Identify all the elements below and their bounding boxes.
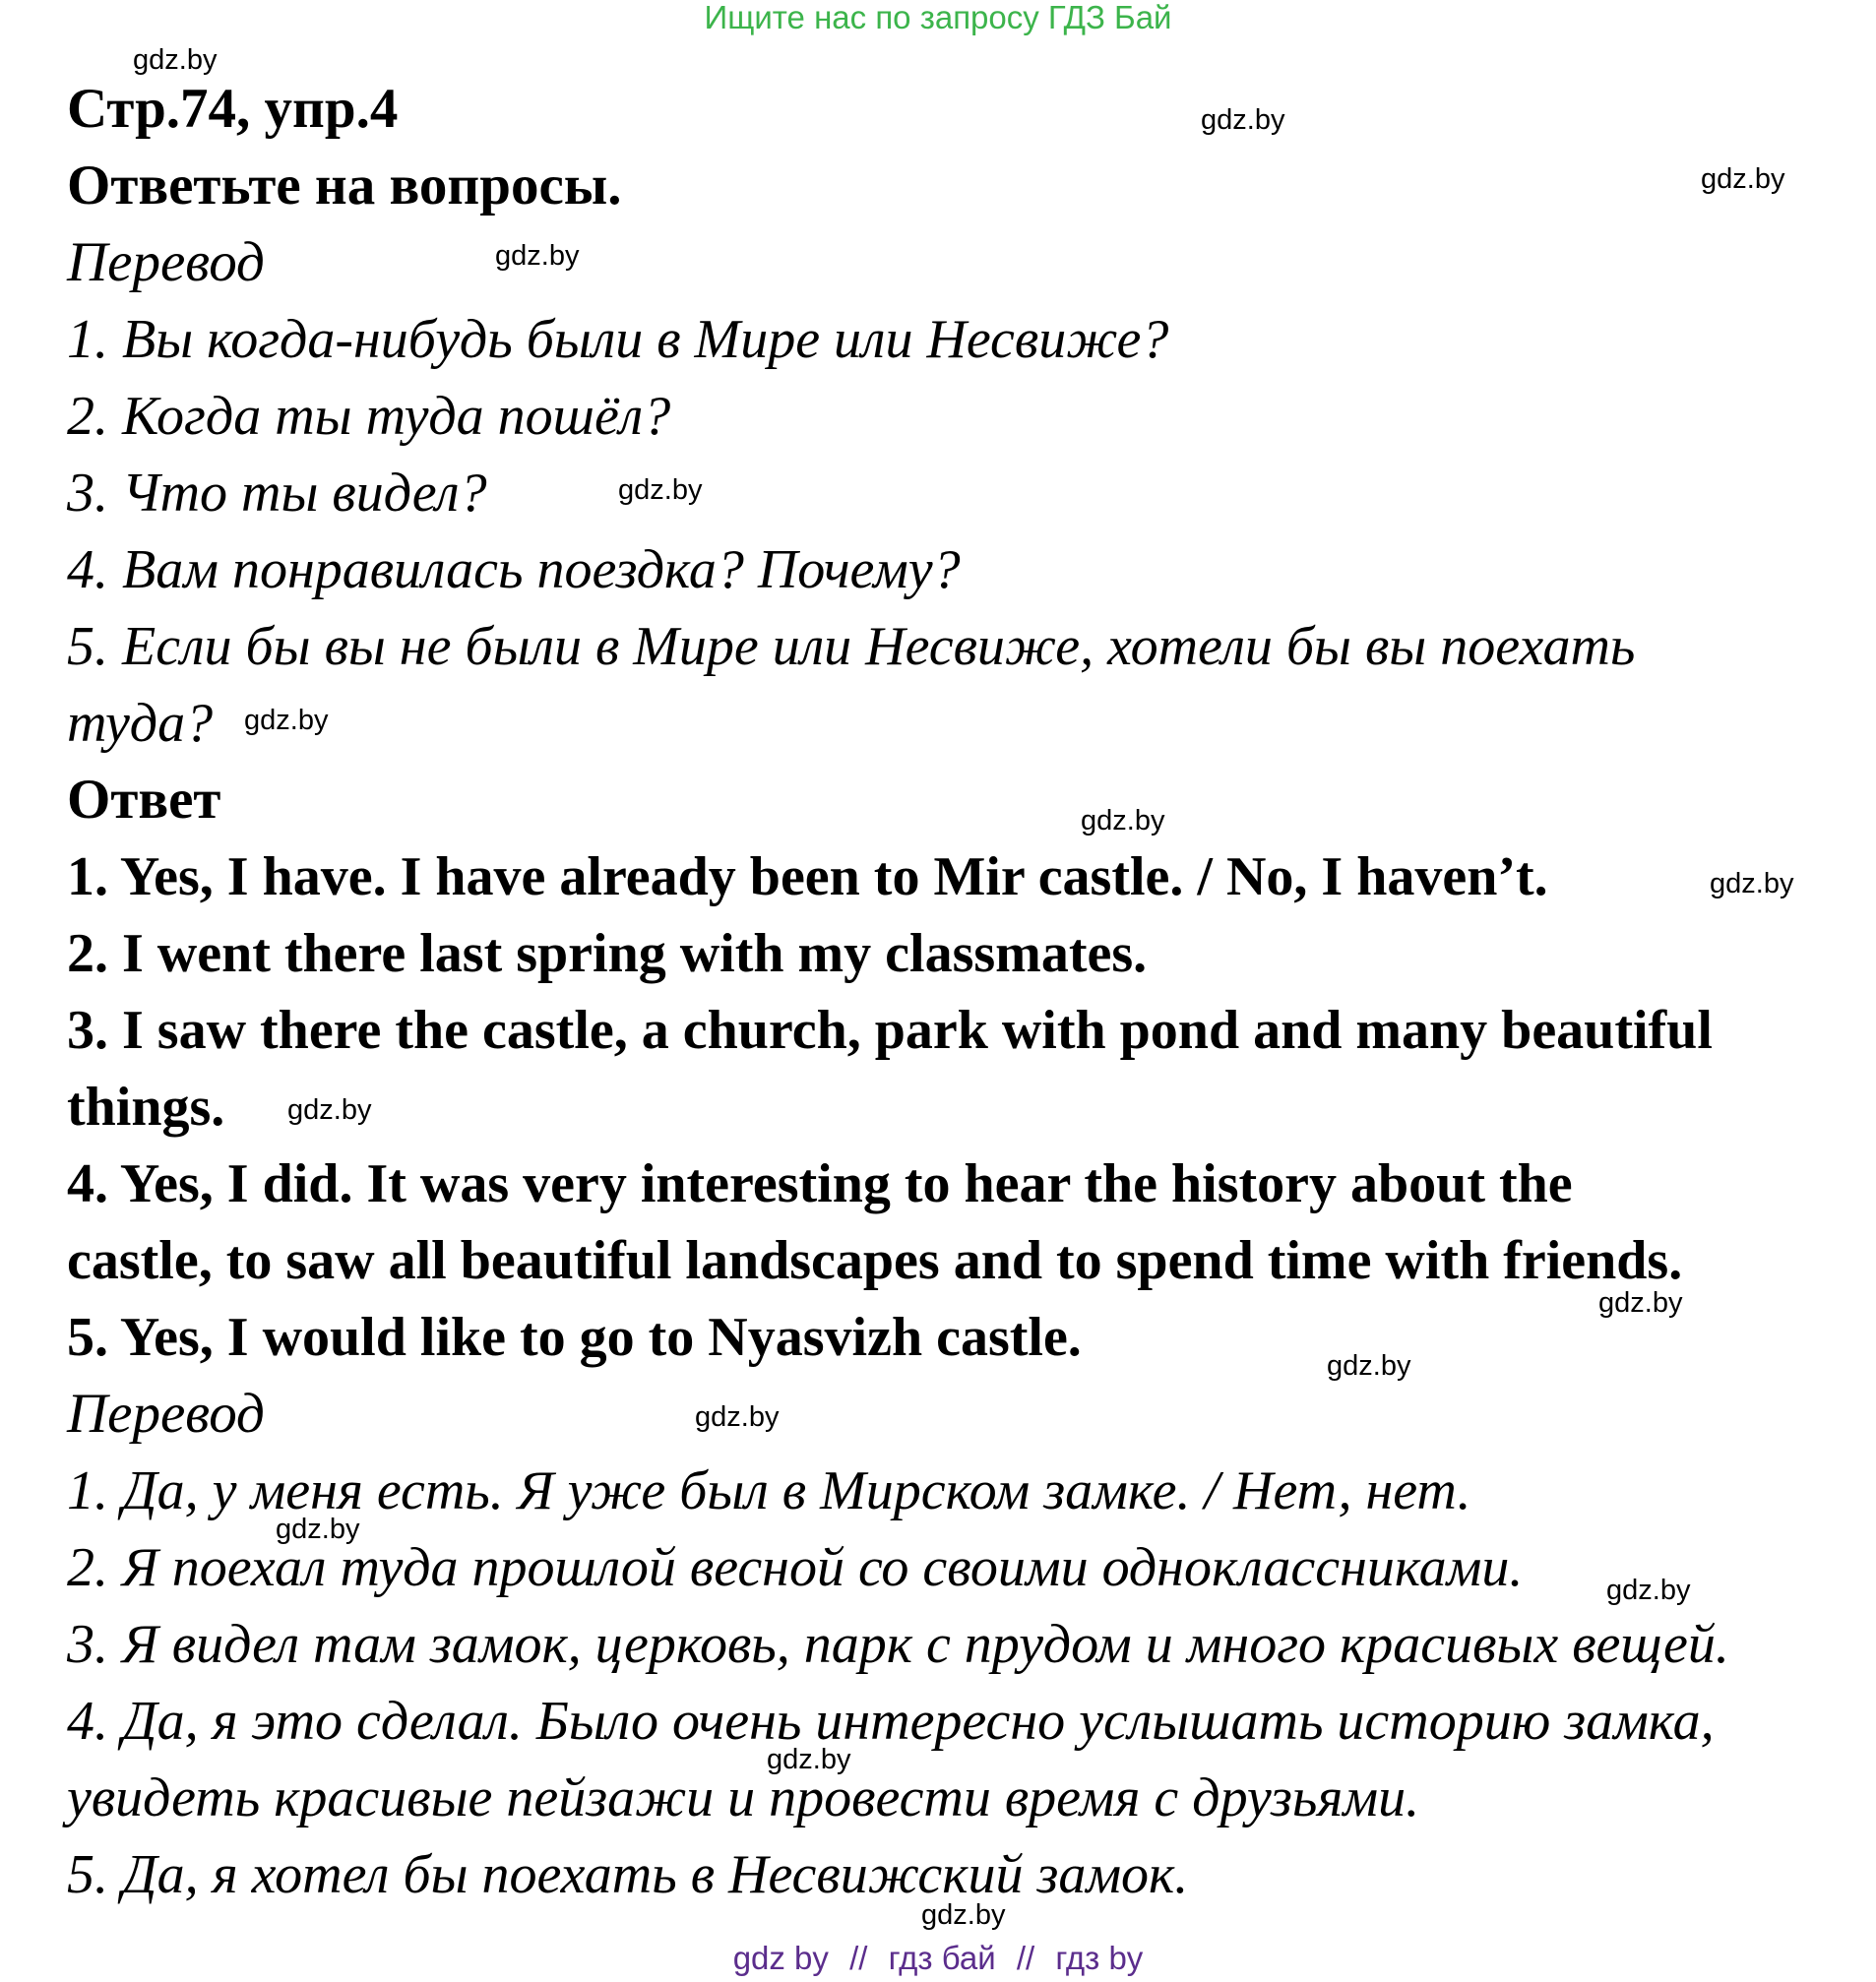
watermark: gdz.by — [1606, 1575, 1691, 1606]
watermark: gdz.by — [695, 1401, 780, 1433]
translation-2: 2. Я поехал туда прошлой весной со своими одноклассниками. — [67, 1537, 1524, 1598]
watermark: gdz.by — [287, 1094, 372, 1126]
footer-part-1: gdz by — [732, 1940, 829, 1976]
answer-label: Ответ — [67, 769, 221, 831]
translation-label-answers: Перевод — [67, 1383, 265, 1445]
answer-1: 1. Yes, I have. I have already been to Mir castle. / No, I haven’t. — [67, 846, 1548, 907]
watermark: gdz.by — [1201, 104, 1285, 136]
watermark: gdz.by — [244, 705, 329, 736]
translation-label-questions: Перевод — [67, 231, 265, 293]
watermark: gdz.by — [1598, 1287, 1683, 1319]
question-1: 1. Вы когда-нибудь были в Мире или Несвиже? — [67, 309, 1169, 370]
footer-part-2: гдз бай — [888, 1940, 996, 1976]
question-3: 3. Что ты видел? — [67, 463, 487, 524]
watermark: gdz.by — [1327, 1350, 1411, 1382]
watermark: gdz.by — [921, 1899, 1006, 1931]
translation-1: 1. Да, у меня есть. Я уже был в Мирском замке. / Нет, нет. — [67, 1460, 1471, 1521]
translation-3: 3. Я видел там замок, церковь, парк с прудом и много красивых вещей. — [67, 1614, 1729, 1675]
answer-4-continued: castle, to saw all beautiful landscapes and to spend time with friends. — [67, 1230, 1683, 1291]
footer-separator-1: // — [849, 1940, 868, 1976]
question-4: 4. Вам понравилась поездка? Почему? — [67, 539, 961, 600]
watermark: gdz.by — [133, 44, 218, 76]
watermark: gdz.by — [276, 1514, 360, 1545]
answer-4: 4. Yes, I did. It was very interesting to hear the history about the — [67, 1153, 1573, 1214]
answer-3-continued: things. — [67, 1077, 225, 1138]
answer-5: 5. Yes, I would like to go to Nyasvizh castle. — [67, 1307, 1082, 1368]
watermark: gdz.by — [1710, 868, 1794, 899]
watermark: gdz.by — [767, 1744, 851, 1775]
answer-3: 3. I saw there the castle, a church, park with pond and many beautiful — [67, 1000, 1713, 1061]
watermark: gdz.by — [1701, 163, 1785, 195]
top-banner: Ищите нас по запросу ГДЗ Бай — [704, 0, 1172, 35]
task-text: Ответьте на вопросы. — [67, 155, 622, 217]
exercise-title: Стр.74, упр.4 — [67, 78, 399, 140]
translation-4-continued: увидеть красивые пейзажи и провести время с друзьями. — [67, 1767, 1420, 1828]
answer-2: 2. I went there last spring with my classmates. — [67, 923, 1148, 984]
footer-separator-2: // — [1016, 1940, 1035, 1976]
question-5-continued: туда? — [67, 693, 214, 754]
watermark: gdz.by — [1081, 805, 1165, 836]
watermark: gdz.by — [618, 474, 703, 506]
translation-5: 5. Да, я хотел бы поехать в Несвижский замок. — [67, 1844, 1189, 1905]
question-2: 2. Когда ты туда пошёл? — [67, 386, 671, 447]
footer-part-3: гдз by — [1055, 1940, 1144, 1976]
footer-links — [0, 1941, 1876, 1976]
question-5: 5. Если бы вы не были в Мире или Несвиже, хотели бы вы поехать — [67, 616, 1636, 677]
translation-4: 4. Да, я это сделал. Было очень интересно услышать историю замка, — [67, 1691, 1715, 1752]
watermark: gdz.by — [495, 240, 580, 272]
